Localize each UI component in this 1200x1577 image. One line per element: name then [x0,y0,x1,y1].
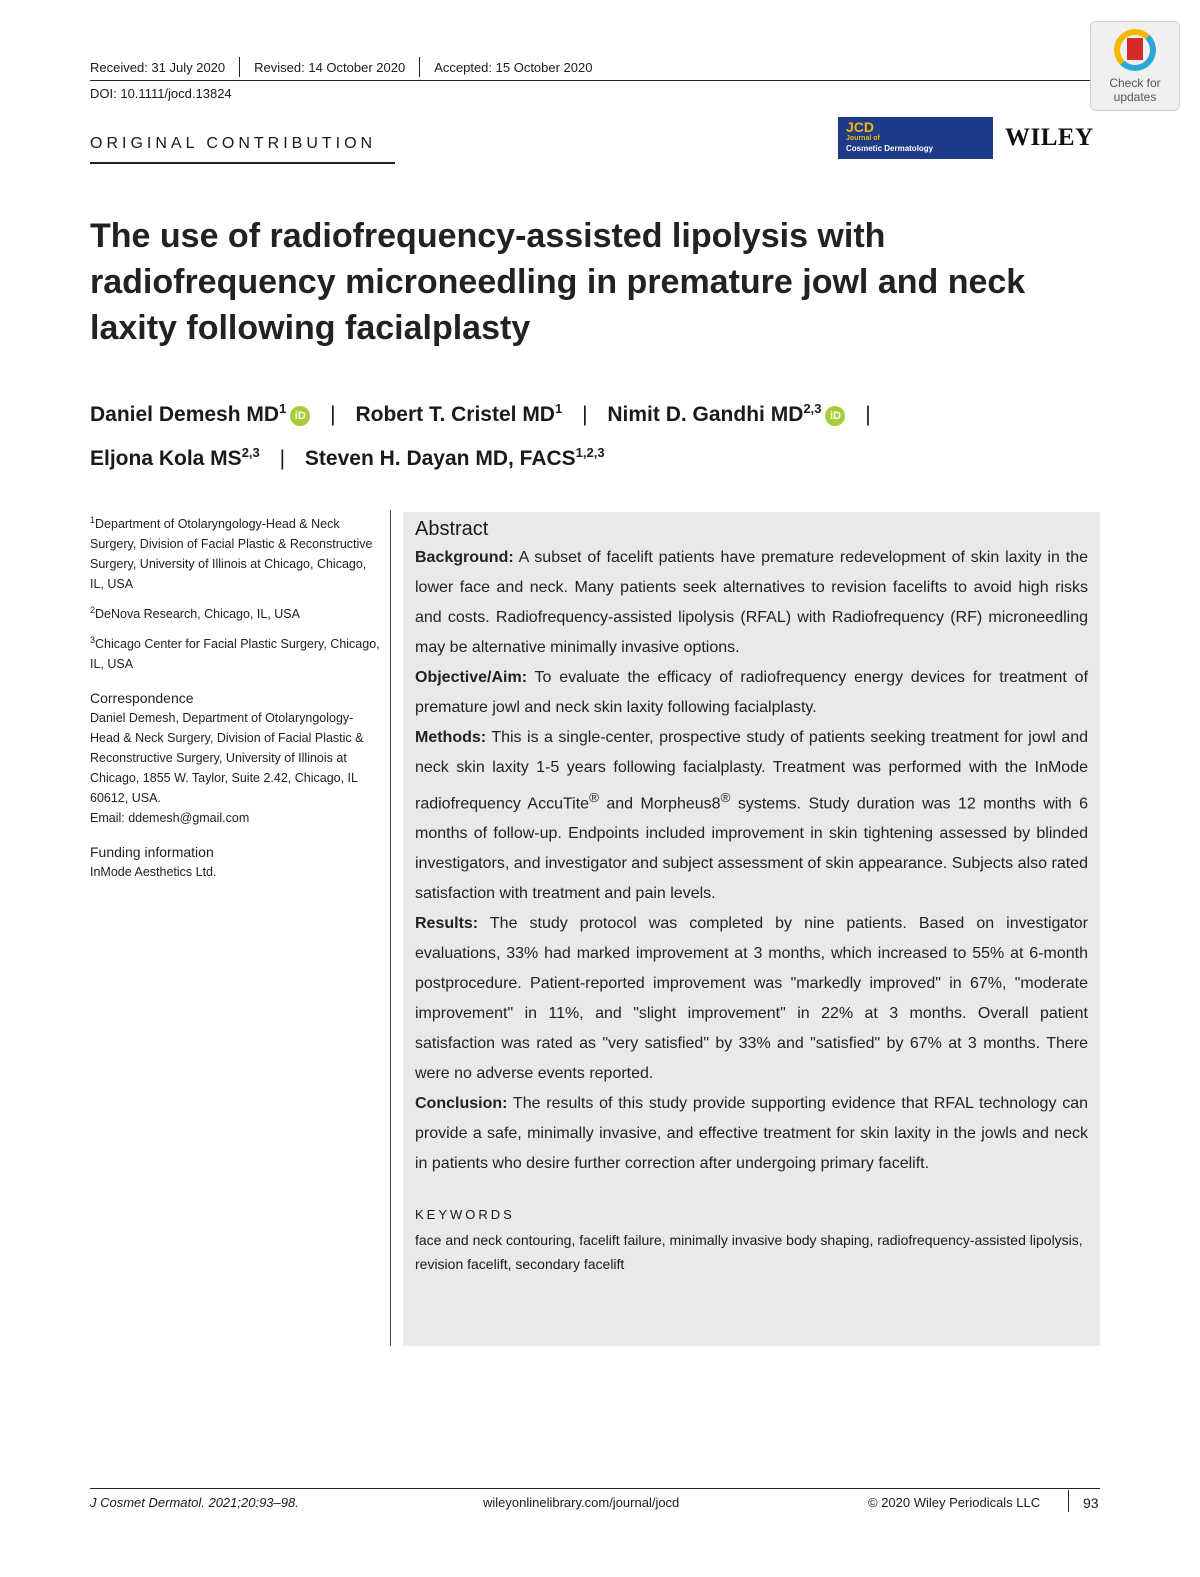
correspondence-text: Daniel Demesh, Department of Otolaryngology-Head & Neck Surgery, Division of Facial Plastic & Reconstructive Surgery, University of Illinois at Chicago, 1855 W. Taylor, Suite 2.42, Chicago, IL 60612, USA. [90,711,364,806]
abstract-body [415,543,1088,1179]
accepted-date: Accepted: 15 October 2020 [434,59,593,75]
author-divider: | [279,447,286,470]
citation: J Cosmet Dermatol. 2021;20:93–98. [90,1495,299,1510]
publisher-logo: WILEY [1005,124,1094,151]
funding-heading: Funding information [90,844,214,861]
keywords-heading: KEYWORDS [415,1207,515,1223]
received-date: Received: 31 July 2020 [90,59,226,75]
article-info-column [90,510,380,882]
date-divider [239,57,240,77]
abstract-heading: Abstract [415,518,489,540]
publication-dates [90,57,592,77]
orcid-icon[interactable]: iD [290,406,310,426]
funding-text: InMode Aesthetics Ltd. [90,865,217,880]
abstract-methods: Methods: This is a single-center, prospective study of patients seeking treatment for jowl and neck skin laxity 1-5 years following facialplasty. Treatment was performed with the InMode radiofrequency AccuTite® and Morpheus8® systems. Study duration was 12 months with 6 months of follow-up. Endpoints included improvement in skin tightening assessed by blinded investigators, and investigator and subject assessment of skin appearance. Subjects also rated satisfaction with treatment and pain levels. [415,729,1089,903]
doi[interactable]: DOI: 10.1111/jocd.13824 [90,86,232,101]
column-divider [390,510,391,1346]
abstract-objective: Objective/Aim: To evaluate the efficacy of radiofrequency energy devices for treatment of premature jowl and neck skin laxity following facialplasty. [415,669,1089,716]
author-divider: | [582,403,588,426]
revised-date: Revised: 14 October 2020 [254,59,406,75]
author-divider: | [330,403,336,426]
affiliation: $^2$DeNova Research, Chicago, IL, USA [90,605,300,622]
author-divider: | [865,403,871,426]
abstract-box [403,512,1100,1346]
header-rule [90,80,1100,81]
footer-divider [1068,1490,1069,1512]
article-section: ORIGINAL CONTRIBUTION [90,135,377,152]
journal-url[interactable]: wileyonlinelibrary.com/journal/jocd [483,1495,680,1510]
page-number: 93 [1083,1495,1099,1511]
affiliation: $^3$Chicago Center for Facial Plastic Surgery, Chicago, IL, USA [90,635,380,672]
date-divider [419,57,420,77]
abstract-results: Results: The study protocol was completed by nine patients. Based on investigator evaluations, 33% had marked improvement at 3 months, which increased to 55% at 6-month postprocedure. Patient-reported improvement was "markedly improved" in 67%, "moderate improvement" in 11%, and "slight improvement" in 22% at 3 months. Overall patient satisfaction was rated as "very satisfied" by 33% and "satisfied" by 67% at 3 months. There were no adverse events reported. [415,915,1089,1083]
author[interactable]: Robert T. Cristel $MD^1$ [355,401,563,426]
check-for-updates-badge[interactable] [1090,21,1180,111]
orcid-icon[interactable]: iD [825,406,845,426]
author-list [90,390,1090,478]
section-rule [90,162,395,164]
author[interactable]: Eljona Kola MS$^{2,3}$ [90,445,260,470]
bookmark-icon [1127,38,1143,60]
author[interactable]: Steven H. Dayan MD, FACS$^{1,2,3}$ [304,445,605,470]
footer-rule [90,1488,1100,1489]
abstract-conclusion: Conclusion: The results of this study provide supporting evidence that RFAL technology can provide a safe, minimally invasive, and effective treatment for skin laxity in the jowls and neck in patients who desire further correction after undergoing primary facelift. [415,1095,1089,1173]
keywords-list: face and neck contouring, facelift failure, minimally invasive body shaping, radiofrequency-assisted lipolysis, revision facelift, secondary facelift [415,1232,1083,1273]
article-title: The use of radiofrequency-assisted lipolysis with radiofrequency microneedling in premature jowl and neck laxity following facialplasty [90,217,1026,347]
copyright: © 2020 Wiley Periodicals LLC [868,1495,1041,1510]
journal-logo: JCD Journal of Cosmetic Dermatology [838,117,993,159]
correspondence-email[interactable]: Email: ddemesh@gmail.com [90,811,250,826]
author[interactable]: Nimit D. Gandhi MD$^{2,3}$ [607,401,822,426]
author[interactable]: Daniel Demesh $MD^1$ [90,401,287,426]
correspondence-heading: Correspondence [90,690,194,707]
check-for-updates-label: Check for updates [1109,76,1161,104]
affiliation: $^1$Department of Otolaryngology-Head & Neck Surgery, Division of Facial Plastic & Reconstructive Surgery, University of Illinois at Chicago, Chicago, IL, USA [90,515,373,592]
abstract-background: Background: A subset of facelift patients have premature redevelopment of skin laxity in the lower face and neck. Many patients seek alternatives to revision facelifts to avoid high risks and costs. Radiofrequency-assisted lipolysis (RFAL) with Radiofrequency (RF) microneedling may be alternative minimally invasive options. [415,549,1088,656]
